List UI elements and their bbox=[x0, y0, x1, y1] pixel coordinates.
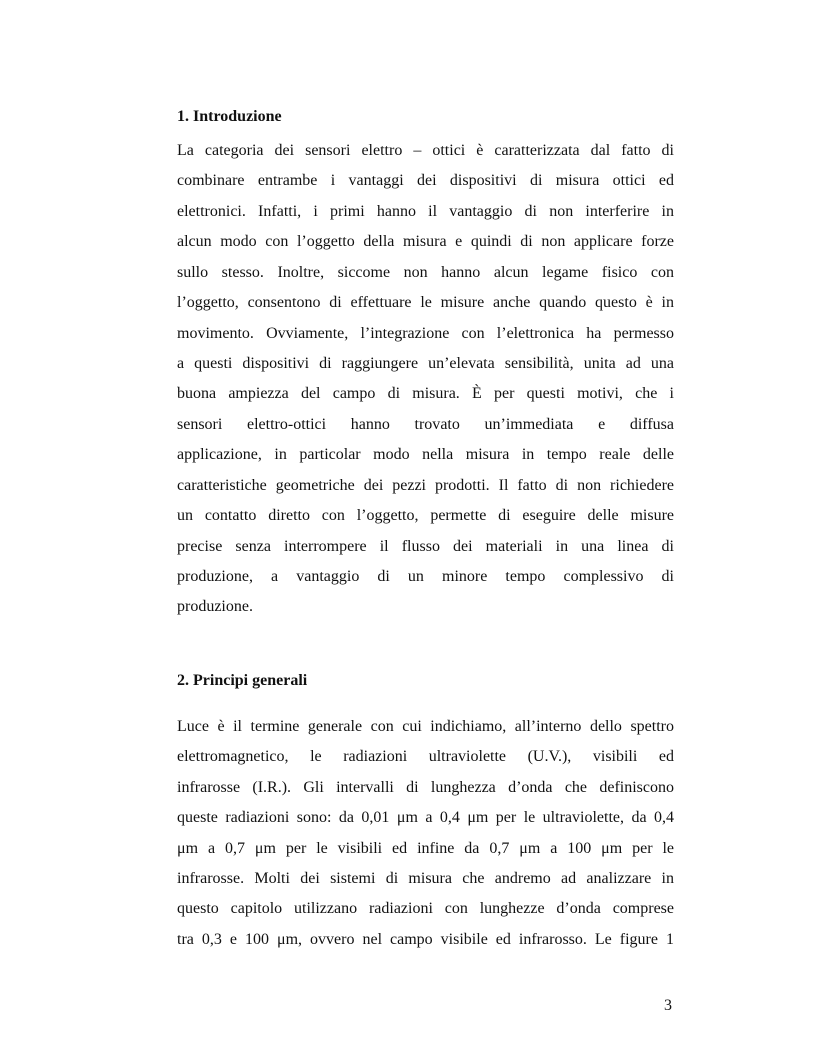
section-heading-principi-generali: 2. Principi generali bbox=[177, 672, 308, 689]
paragraph-line: sullo stesso. Inoltre, siccome non hanno alcun legame fisico con bbox=[177, 264, 674, 281]
paragraph-line: elettronici. Infatti, i primi hanno il vantaggio di non interferire in bbox=[177, 203, 674, 220]
paragraph-line: questo capitolo utilizzano radiazioni con lunghezze d’onda comprese bbox=[177, 900, 674, 917]
paragraph-line: elettromagnetico, le radiazioni ultraviolette (U.V.), visibili ed bbox=[177, 748, 674, 765]
paragraph-line: μm a 0,7 μm per le visibili ed infine da 0,7 μm a 100 μm per le bbox=[177, 840, 674, 857]
paragraph-line: infrarosse. Molti dei sistemi di misura che andremo ad analizzare in bbox=[177, 870, 674, 887]
paragraph-line: produzione, a vantaggio di un minore tempo complessivo di bbox=[177, 568, 674, 585]
paragraph-line: movimento. Ovviamente, l’integrazione con l’elettronica ha permesso bbox=[177, 325, 674, 342]
paragraph-line: La categoria dei sensori elettro – ottici è caratterizzata dal fatto di bbox=[177, 142, 674, 159]
paragraph-line: alcun modo con l’oggetto della misura e quindi di non applicare forze bbox=[177, 233, 674, 250]
paragraph-line: sensori elettro-ottici hanno trovato un’immediata e diffusa bbox=[177, 416, 674, 433]
section-heading-introduzione: 1. Introduzione bbox=[177, 108, 282, 125]
paragraph-line: precise senza interrompere il flusso dei materiali in una linea di bbox=[177, 538, 674, 555]
paragraph-line: caratteristiche geometriche dei pezzi prodotti. Il fatto di non richiedere bbox=[177, 477, 674, 494]
paragraph-line: combinare entrambe i vantaggi dei dispositivi di misura ottici ed bbox=[177, 172, 674, 189]
paragraph-line: infrarosse (I.R.). Gli intervalli di lunghezza d’onda che definiscono bbox=[177, 779, 674, 796]
paragraph-line: queste radiazioni sono: da 0,01 μm a 0,4 μm per le ultraviolette, da 0,4 bbox=[177, 809, 674, 826]
paragraph-line: Luce è il termine generale con cui indichiamo, all’interno dello spettro bbox=[177, 718, 674, 735]
paragraph-line: a questi dispositivi di raggiungere un’elevata sensibilità, unita ad una bbox=[177, 355, 674, 372]
paragraph-line: un contatto diretto con l’oggetto, permette di eseguire delle misure bbox=[177, 507, 674, 524]
paragraph-line: l’oggetto, consentono di effettuare le misure anche quando questo è in bbox=[177, 294, 674, 311]
paragraph-line-last: produzione. bbox=[177, 598, 253, 615]
paragraph-line: applicazione, in particolar modo nella misura in tempo reale delle bbox=[177, 446, 674, 463]
paragraph-line: buona ampiezza del campo di misura. È per questi motivi, che i bbox=[177, 385, 674, 402]
paragraph-line: tra 0,3 e 100 μm, ovvero nel campo visibile ed infrarosso. Le figure 1 bbox=[177, 931, 674, 948]
page-number: 3 bbox=[664, 997, 672, 1014]
